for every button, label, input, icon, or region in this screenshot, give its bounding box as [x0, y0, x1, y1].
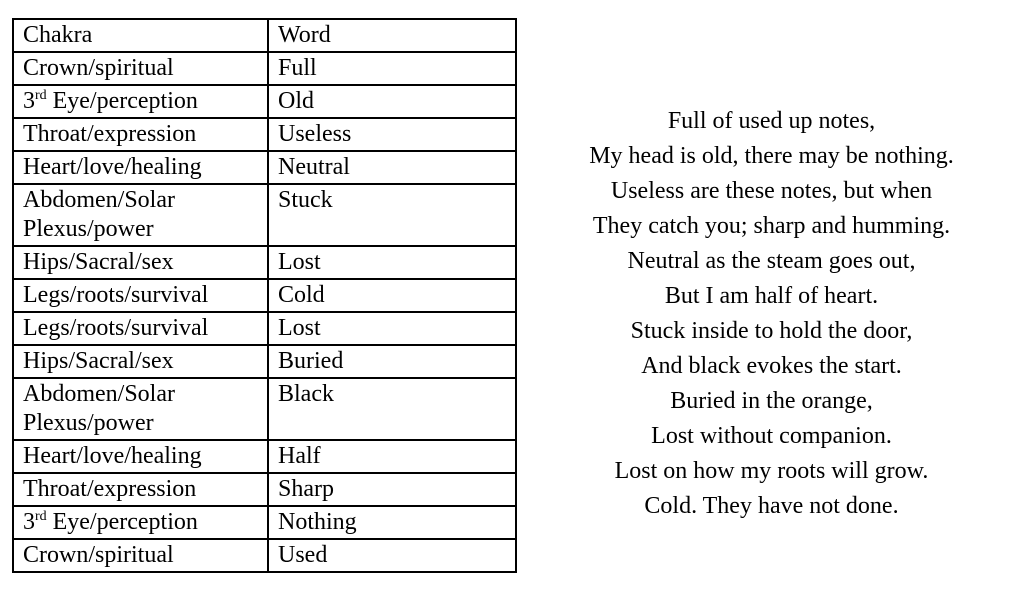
poem-line: Useless are these notes, but when [610, 178, 933, 204]
chakra-cell: Heart/love/healing [13, 151, 268, 184]
chakra-cell: Crown/spiritual [13, 52, 268, 85]
word-cell: Stuck [268, 184, 516, 246]
table-row [13, 246, 516, 279]
poem-line: Cold. They have not done. [644, 493, 899, 519]
chakra-cell: Crown/spiritual [13, 539, 268, 572]
table-body [13, 52, 516, 572]
word-cell: Neutral [268, 151, 516, 184]
chakra-cell: Hips/Sacral/sex [13, 246, 268, 279]
poem-line: They catch you; sharp and humming. [592, 213, 951, 239]
table-row [13, 506, 516, 539]
word-cell: Full [268, 52, 516, 85]
header-row [13, 19, 516, 52]
poem-line: Full of used up notes, [667, 108, 876, 134]
ordinal-superscript: rd [35, 88, 47, 103]
word-cell: Lost [268, 312, 516, 345]
chakra-cell: 3rd Eye/perception [13, 85, 268, 118]
word-cell: Useless [268, 118, 516, 151]
table-row [13, 118, 516, 151]
chakra-column-header: Chakra [13, 19, 268, 52]
table-row [13, 151, 516, 184]
table-header [13, 19, 516, 52]
word-cell: Used [268, 539, 516, 572]
table-row [13, 539, 516, 572]
word-cell: Black [268, 378, 516, 440]
table-row [13, 378, 516, 440]
word-cell: Sharp [268, 473, 516, 506]
poem-line: My head is old, there may be nothing. [589, 143, 954, 169]
chakra-cell: 3rd Eye/perception [13, 506, 268, 539]
poem-line: And black evokes the start. [641, 353, 902, 379]
chakra-cell: Abdomen/Solar Plexus/power [13, 184, 268, 246]
table-row [13, 85, 516, 118]
word-cell: Half [268, 440, 516, 473]
poem-line: Buried in the orange, [670, 388, 873, 414]
chakra-cell: Legs/roots/survival [13, 279, 268, 312]
chakra-cell: Throat/expression [13, 473, 268, 506]
word-cell: Nothing [268, 506, 516, 539]
chakra-cell: Throat/expression [13, 118, 268, 151]
poem-line: Lost on how my roots will grow. [614, 458, 929, 484]
table-row [13, 345, 516, 378]
table-row [13, 473, 516, 506]
chakra-cell: Abdomen/Solar Plexus/power [13, 378, 268, 440]
poem-line: Lost without companion. [651, 423, 892, 449]
ordinal-superscript: rd [35, 509, 47, 524]
table-row [13, 52, 516, 85]
word-column-header: Word [268, 19, 516, 52]
table-row [13, 279, 516, 312]
table-row [13, 312, 516, 345]
table-row [13, 184, 516, 246]
poem-line: Stuck inside to hold the door, [630, 318, 913, 344]
table-row [13, 440, 516, 473]
poem-line: But I am half of heart. [664, 283, 879, 309]
word-cell: Lost [268, 246, 516, 279]
chakra-cell: Hips/Sacral/sex [13, 345, 268, 378]
poem-line: Neutral as the steam goes out, [627, 248, 916, 274]
chakra-word-table [12, 18, 517, 573]
chakra-cell: Legs/roots/survival [13, 312, 268, 345]
word-cell: Cold [268, 279, 516, 312]
word-cell: Old [268, 85, 516, 118]
poem [520, 104, 1023, 524]
word-cell: Buried [268, 345, 516, 378]
chakra-cell: Heart/love/healing [13, 440, 268, 473]
